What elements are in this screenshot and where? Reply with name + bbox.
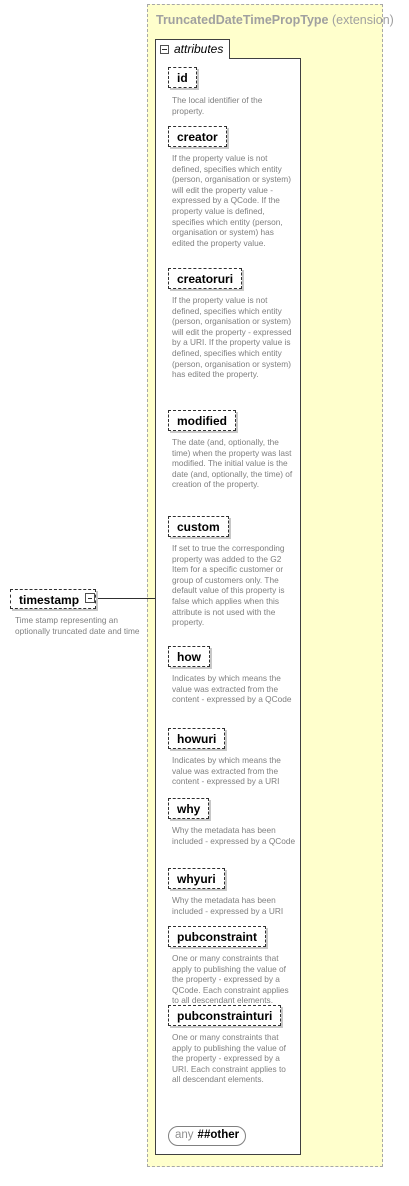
- type-name: TruncatedDateTimePropType: [156, 13, 329, 27]
- collapse-icon[interactable]: [85, 593, 95, 603]
- attribute-pubconstraint-description: One or many constraints that apply to publishing the value of the property - expressed by a QCode. Each constraint applies to all descendant elements.: [172, 953, 289, 1006]
- attribute-howuri[interactable]: howuri: [168, 728, 225, 749]
- attribute-howuri-description: Indicates by which means the value was extracted from the content - expressed by a URI: [172, 755, 281, 787]
- attribute-why[interactable]: why: [168, 798, 209, 819]
- attribute-id-description: The local identifier of the property.: [172, 95, 263, 116]
- root-element-description: Time stamp representing an optionally truncated date and time: [15, 615, 140, 636]
- connector-line: [95, 598, 155, 599]
- attribute-creatoruri-description: If the property value is not defined, specifies which entity (person, organisation or system) will edit the property - expressed by a URI. If the property value is defined, specifies which entity (person, organisation or system) has edited the property.: [172, 295, 292, 380]
- root-element-timestamp[interactable]: timestamp: [10, 589, 96, 609]
- attribute-custom-description: If set to true the corresponding property was added to the G2 Item for a specific customer or group of customers only. The default value of this property is false which applies when this attribute is not used with the property.: [172, 543, 285, 628]
- attribute-modified-description: The date (and, optionally, the time) when the property was last modified. The initial value is the date (and, optionally, the time) of creation of the property.: [172, 437, 293, 490]
- type-title: [156, 13, 394, 27]
- attribute-pubconstrainturi[interactable]: pubconstrainturi: [168, 1005, 281, 1026]
- attribute-modified[interactable]: modified: [168, 410, 236, 431]
- attribute-creator-description: If the property value is not defined, specifies which entity (person, organisation or system) will edit the property value - expressed by a QCode. If the property value is defined, specifies which entity (person, organisation or system) has edited the property value.: [172, 153, 291, 248]
- any-attribute[interactable]: [168, 1126, 246, 1146]
- any-keyword: any: [175, 1129, 194, 1141]
- attribute-creatoruri[interactable]: creatoruri: [168, 268, 242, 289]
- attribute-custom[interactable]: custom: [168, 516, 229, 537]
- attribute-pubconstrainturi-description: One or many constraints that apply to publishing the value of the property - expressed by a URI. Each constraint applies to all descendant elements.: [172, 1032, 286, 1085]
- attribute-how-description: Indicates by which means the value was extracted from the content - expressed by a QCode: [172, 673, 292, 705]
- attribute-whyuri-description: Why the metadata has been included - expressed by a URI: [172, 895, 284, 916]
- type-suffix: (extension): [331, 13, 394, 27]
- collapse-icon[interactable]: [160, 45, 169, 54]
- attribute-pubconstraint[interactable]: pubconstraint: [168, 926, 266, 947]
- attributes-label: attributes: [174, 42, 224, 56]
- attribute-why-description: Why the metadata has been included - expressed by a QCode: [172, 825, 296, 846]
- attribute-creator[interactable]: creator: [168, 126, 227, 147]
- attribute-id[interactable]: id: [168, 67, 197, 88]
- attribute-whyuri[interactable]: whyuri: [168, 868, 225, 889]
- attributes-header[interactable]: [155, 39, 230, 59]
- attribute-how[interactable]: how: [168, 646, 210, 667]
- any-value: ##other: [197, 1129, 240, 1141]
